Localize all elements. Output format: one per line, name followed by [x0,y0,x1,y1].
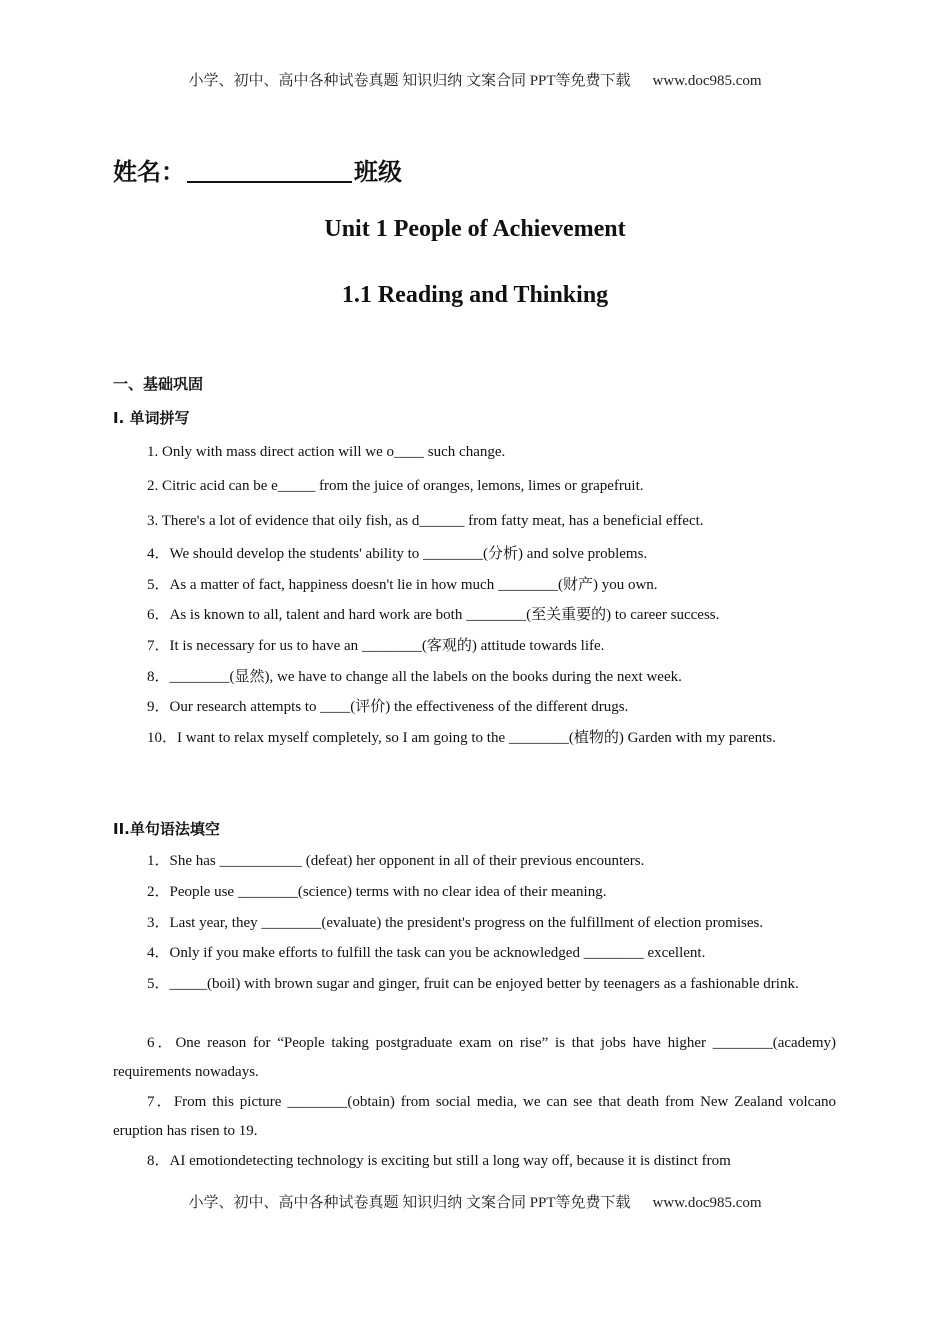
unit-title: Unit 1 People of Achievement [324,216,626,242]
section-basic-heading: 一、基础巩固 [113,375,204,393]
part2-heading: II.单句语法填空 [113,820,220,838]
header-site-link[interactable]: www.doc985.com [652,73,762,89]
part1-question-5: 5．As a matter of fact, happiness doesn't lie in how much ________(财产) you own. [147,577,658,593]
part2-question-3: 3．Last year, they ________(evaluate) the president's progress on the fulfillment of election promises. [147,915,764,931]
part1-question-10: 10．I want to relax myself completely, so I am going to the ________(植物的) Garden with my parents. [147,730,776,746]
name-class-line [113,152,402,187]
class-label: 班级 [354,158,402,186]
part2-question-7: 7．From this picture ________(obtain) from social media, we can see that death from New Zealand volcano eruption has risen to 19. [113,1094,836,1139]
part1-question-1: 1. Only with mass direct action will we o____ such change. [147,444,506,460]
part2-question-2: 2．People use ________(science) terms with no clear idea of their meaning. [147,884,607,900]
part1-question-8: 8．________(显然), we have to change all the labels on the books during the next week. [147,669,682,685]
part2-question-8: 8．AI emotiondetecting technology is exciting but still a long way off, because it is distinct from [147,1153,731,1169]
part1-heading: I. 单词拼写 [113,409,190,427]
footer-site-link[interactable]: www.doc985.com [652,1195,762,1211]
header-text: 小学、初中、高中各种试卷真题 知识归纳 文案合同 PPT等免费下载 [188,73,631,89]
part2-question-6: 6．One reason for “People taking postgraduate exam on rise” is that jobs have higher ________(academy) requirements nowadays. [113,1035,836,1080]
part1-question-7: 7．It is necessary for us to have an ________(客观的) attitude towards life. [147,638,605,654]
part1-question-9: 9．Our research attempts to ____(评价) the effectiveness of the different drugs. [147,699,629,715]
footer-text: 小学、初中、高中各种试卷真题 知识归纳 文案合同 PPT等免费下载 [188,1195,631,1211]
name-blank [187,180,352,183]
lesson-title: 1.1 Reading and Thinking [341,282,609,308]
page-header [0,69,950,90]
part1-question-2: 2. Citric acid can be e_____ from the juice of oranges, lemons, limes or grapefruit. [147,478,644,494]
part2-question-4: 4．Only if you make efforts to fulfill the task can you be acknowledged ________ excellent. [147,945,706,961]
page-footer [0,1191,950,1212]
part2-question-5: 5．_____(boil) with brown sugar and ginger, fruit can be enjoyed better by teenagers as a fashionable drink. [147,976,799,992]
part1-question-6: 6．As is known to all, talent and hard work are both ________(至关重要的) to career success. [147,607,720,623]
part1-question-3: 3. There's a lot of evidence that oily fish, as d______ from fatty meat, has a beneficial effect. [147,513,704,529]
part2-question-1: 1．She has ___________ (defeat) her opponent in all of their previous encounters. [147,853,645,869]
name-label: 姓名： [113,158,185,186]
part1-question-4: 4．We should develop the students' ability to ________(分析) and solve problems. [147,546,648,562]
